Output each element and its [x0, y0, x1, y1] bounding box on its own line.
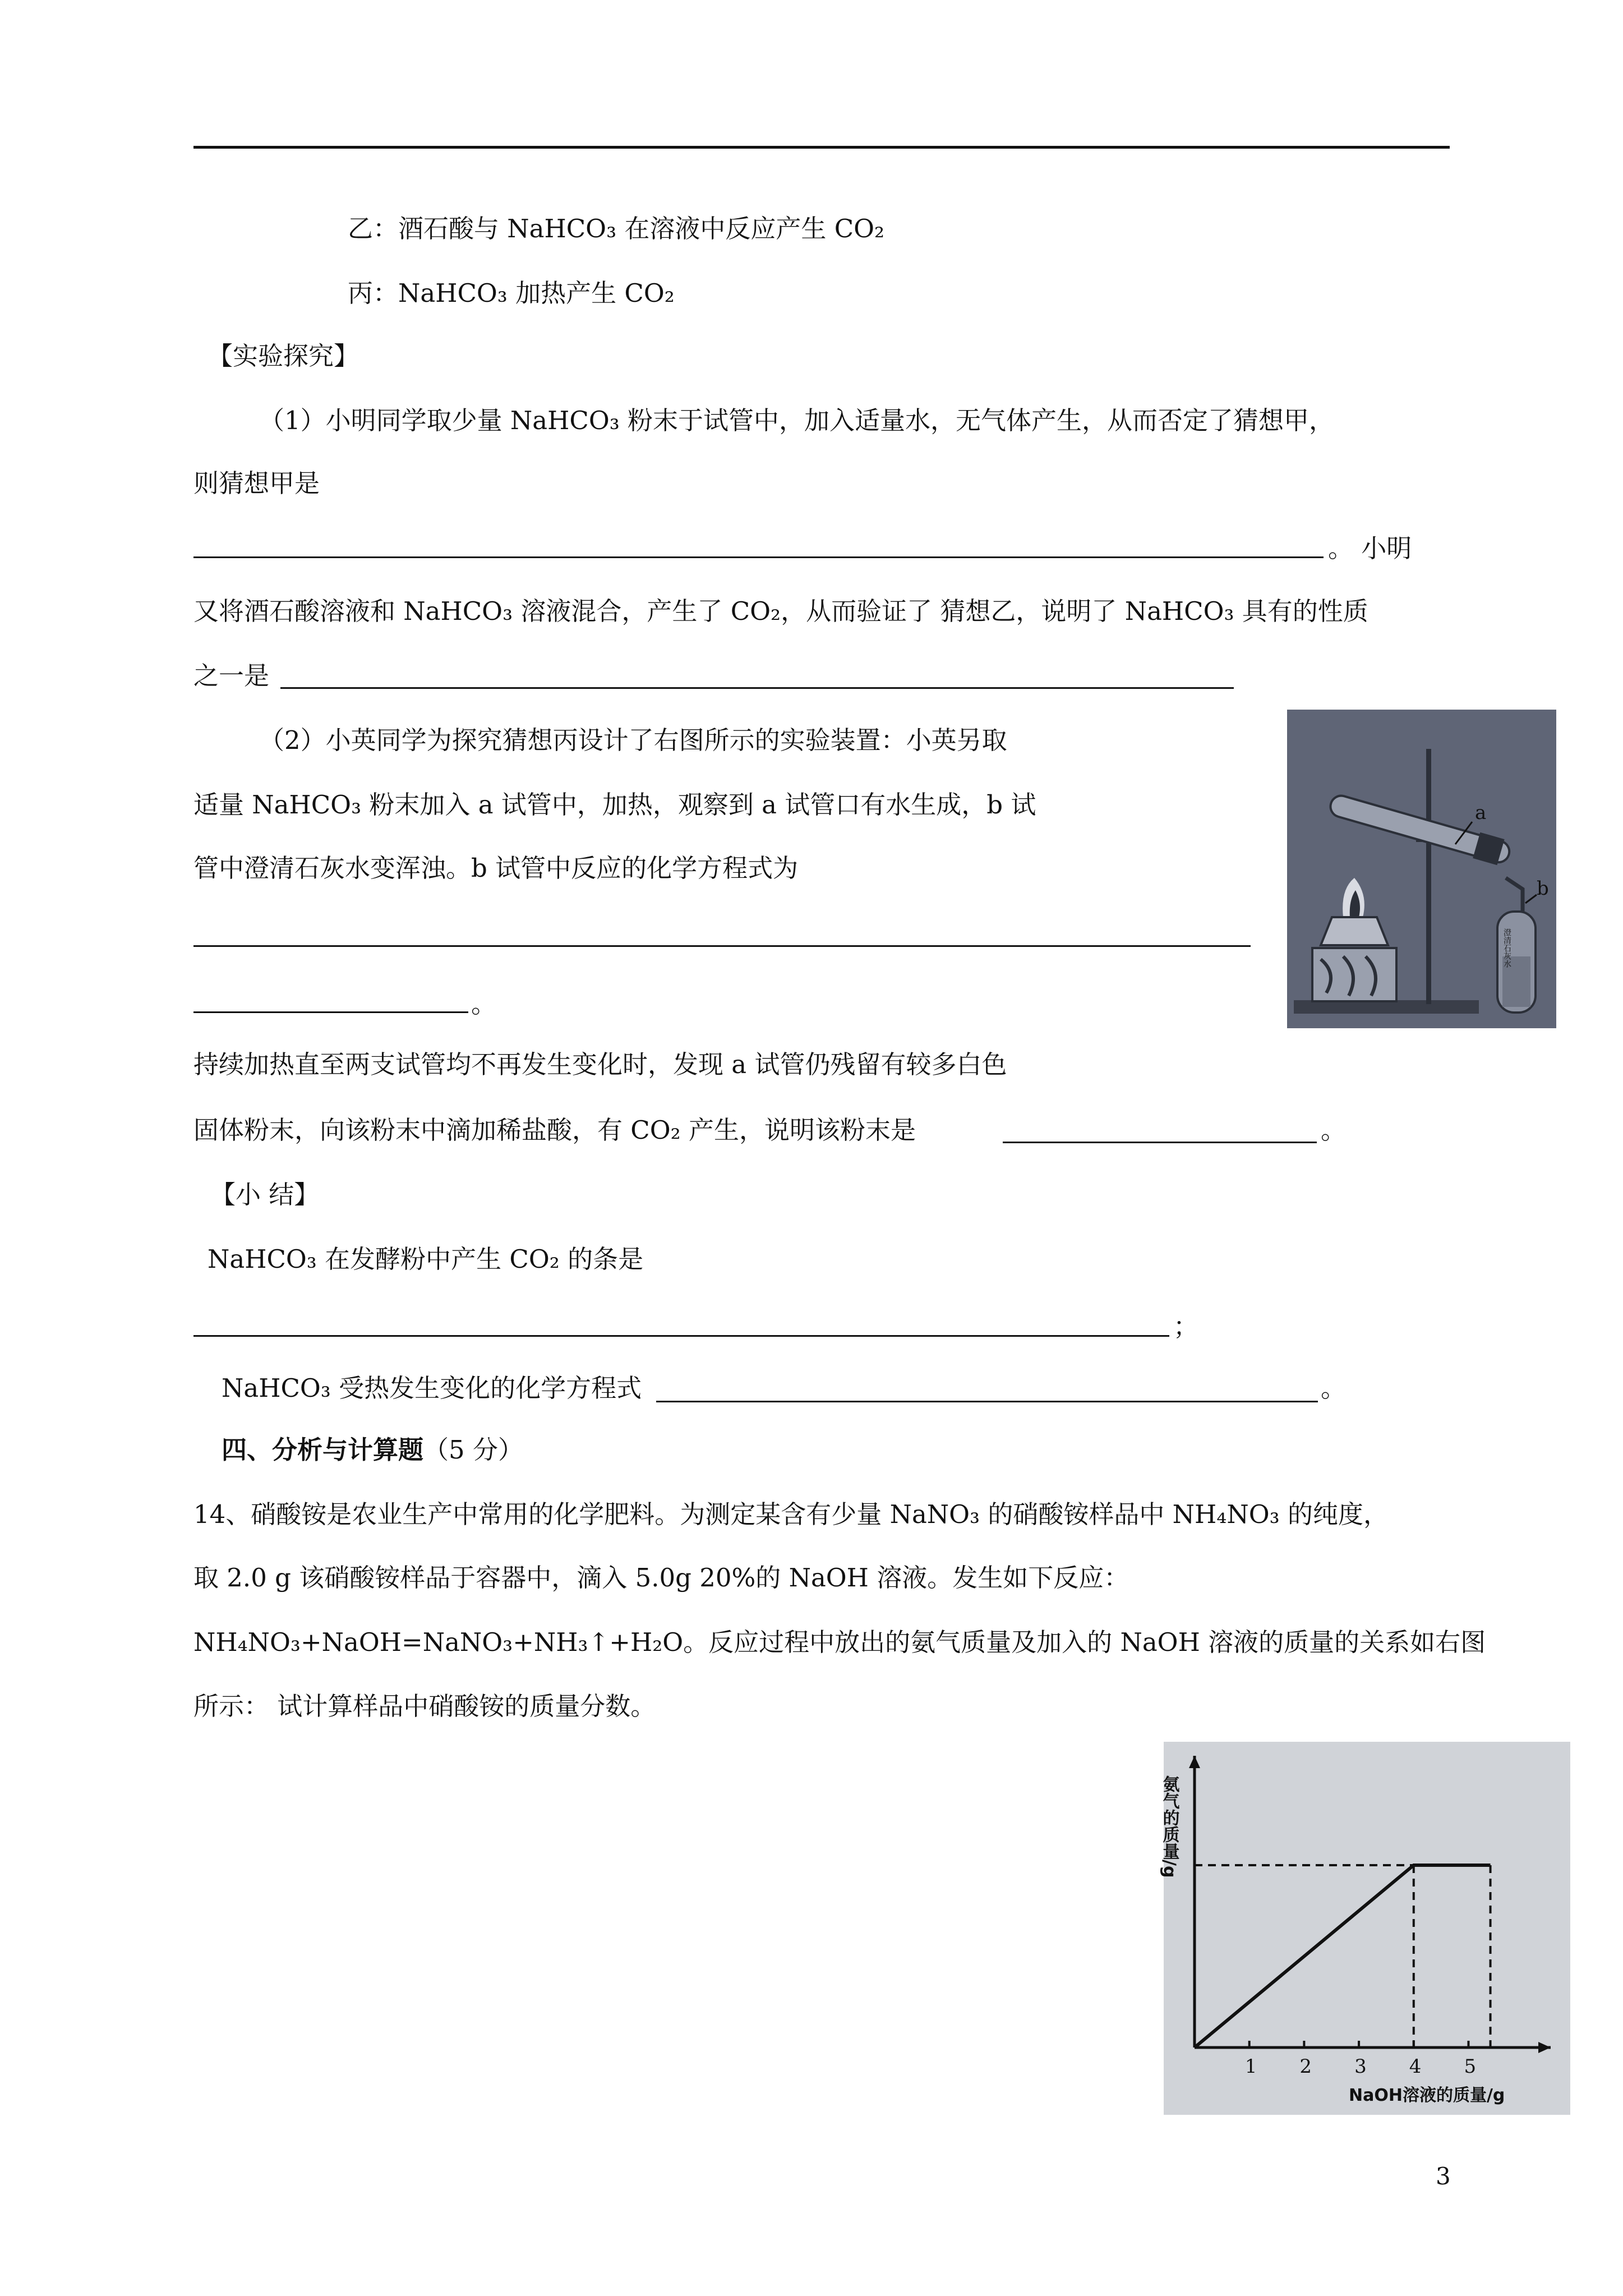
summary-line3: NaHCO₃ 受热发生变化的化学方程式	[222, 1373, 642, 1403]
x-tick-label: 4	[1409, 2055, 1422, 2078]
ammonia-chart-svg	[1159, 1742, 1570, 2115]
answer-blank-heat-equation[interactable]	[656, 1401, 1318, 1402]
x-tick-label: 2	[1299, 2055, 1312, 2078]
summary-line2-end: ；	[1173, 1312, 1199, 1341]
y-axis-label: 氨气的质量/g	[1159, 1775, 1179, 1878]
summary-heading: 【小 结】	[210, 1180, 320, 1209]
header-rule	[193, 146, 1450, 149]
exp-p1-after-blank: 。 小明	[1328, 533, 1412, 563]
answer-blank-equation-b-2[interactable]	[193, 1011, 468, 1013]
ammonia-chart	[1159, 1742, 1570, 2115]
section4-heading: 四、分析与计算题	[222, 1435, 424, 1465]
x-tick-label: 1	[1244, 2055, 1257, 2078]
answer-blank-property[interactable]	[280, 687, 1234, 689]
exp-p2-line7-end: 。	[1321, 1115, 1347, 1145]
answer-blank-guess-jia[interactable]	[193, 556, 1324, 558]
q14-line1: 14、硝酸铵是农业生产中常用的化学肥料。为测定某含有少量 NaNO₃ 的硝酸铵样品中 NH₄NO₃ 的纯度，	[193, 1499, 1389, 1529]
exp-p1-line4: 又将酒石酸溶液和 NaHCO₃ 溶液混合，产生了 CO₂，从而验证了 猜想乙，说明了 NaHCO₃ 具有的性质	[193, 596, 1368, 626]
exp-p2-line1: （2）小英同学为探究猜想丙设计了右图所示的实验装置：小英另取	[259, 725, 1007, 755]
q14-line2: 取 2.0 g 该硝酸铵样品于容器中，滴入 5.0g 20%的 NaOH 溶液。发生如下反应：	[193, 1563, 1129, 1593]
hypothesis-yi: 乙：酒石酸与 NaHCO₃ 在溶液中反应产生 CO₂	[348, 214, 885, 243]
summary-line1: NaHCO₃ 在发酵粉中产生 CO₂ 的条是	[208, 1244, 644, 1274]
x-tick-label: 5	[1464, 2055, 1477, 2078]
q14-line4: 所示： 试计算样品中硝酸铵的质量分数。	[193, 1691, 656, 1721]
exp-p2-line7: 固体粉末，向该粉末中滴加稀盐酸，有 CO₂ 产生，说明该粉末是	[193, 1115, 916, 1145]
exp-p1-line5: 之一是	[193, 661, 270, 691]
exp-p1-line2: 则猜想甲是	[193, 468, 320, 498]
x-axis-label: NaOH溶液的质量/g	[1349, 2086, 1505, 2105]
experiment-heading: 【实验探究】	[208, 341, 359, 371]
answer-blank-powder[interactable]	[1003, 1142, 1317, 1143]
exp-p2-line6: 持续加热直至两支试管均不再发生变化时，发现 a 试管仍残留有较多白色	[193, 1050, 1007, 1079]
q14-line3: NH₄NO₃+NaOH=NaNO₃+NH₃↑+H₂O。反应过程中放出的氨气质量及加入的 NaOH 溶液的质量的关系如右图	[193, 1627, 1486, 1657]
apparatus-figure	[1287, 710, 1556, 1028]
label-a: a	[1475, 802, 1487, 824]
exp-p2-line2: 适量 NaHCO₃ 粉末加入 a 试管中，加热，观察到 a 试管口有水生成，b 试	[193, 790, 1036, 820]
tube-label: 澄清石灰水	[1502, 928, 1511, 968]
exp-p2-line3: 管中澄清石灰水变浑浊。b 试管中反应的化学方程式为	[193, 853, 799, 883]
apparatus-drawing	[1287, 710, 1556, 1028]
label-b: b	[1537, 877, 1549, 900]
section4-score: （5 分）	[423, 1435, 523, 1465]
page-number: 3	[1436, 2162, 1451, 2190]
section4-title	[222, 1433, 523, 1467]
answer-blank-equation-b-1[interactable]	[193, 945, 1251, 947]
x-tick-label: 3	[1354, 2055, 1367, 2078]
exp-p2-period: 。	[471, 989, 497, 1019]
summary-line3-end: 。	[1321, 1373, 1347, 1403]
answer-blank-condition[interactable]	[193, 1335, 1169, 1337]
hypothesis-bing: 丙：NaHCO₃ 加热产生 CO₂	[348, 278, 675, 308]
exp-p1-line1: （1）小明同学取少量 NaHCO₃ 粉末于试管中，加入适量水，无气体产生，从而否定了猜想甲，	[259, 406, 1335, 435]
